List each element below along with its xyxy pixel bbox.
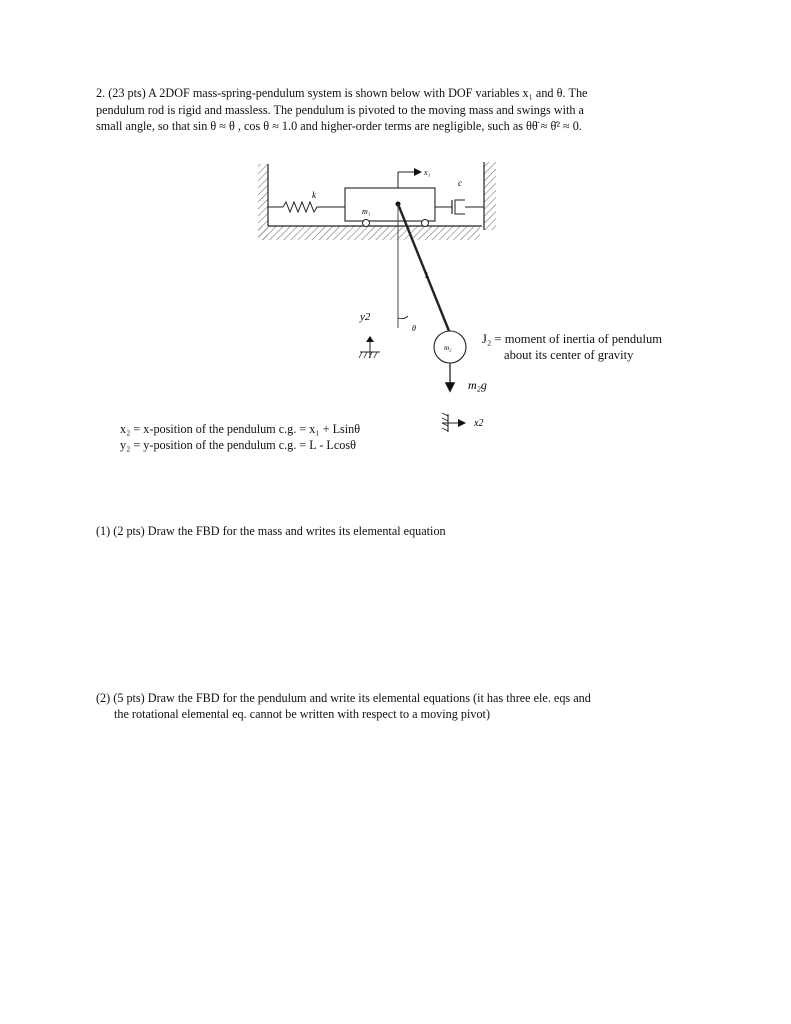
label-k: k [312,190,316,200]
j2-line-1: J₂ = moment of inertia of pendulum [482,332,663,346]
question-2-line-1: (2) (5 pts) Draw the FBD for the pendulum and write its elemental equations (it has three ele. eqs and [96,691,591,705]
y2-ground-symbol [359,336,380,358]
damper-c [435,200,484,214]
question-2 [96,690,591,722]
label-x2: x2 [474,418,484,429]
label-x1: x₁ [424,168,431,177]
x2-ground-symbol [442,413,466,432]
label-m1: m₁ [362,207,371,216]
problem-line-2: pendulum rod is rigid and massless. The pendulum is pivoted to the moving mass and swings with a [96,102,584,117]
question-2-line-2: the rotational elemental eq. cannot be written with respect to a moving pivot) [114,707,491,721]
right-wall [484,162,496,230]
def-y2: y₂ = y-position of the pendulum c.g. = L - Lcosθ [120,438,356,452]
mass-m1 [345,188,435,221]
question-1: (1) (2 pts) Draw the FBD for the mass and writes its elemental equation [96,524,446,538]
floor [258,226,480,240]
wheel-left [363,220,370,227]
j2-line-2: about its center of gravity [504,348,634,362]
wheel-right [422,220,429,227]
def-x2: x₂ = x-position of the pendulum c.g. = x₁ + Lsinθ [120,422,361,436]
problem-line-3: small angle, so that sin θ ≈ θ , cos θ ≈ 1.0 and higher-order terms are negligible, such as θθ̈ ≈ θ̇² ≈ 0. [96,119,582,133]
spring-k [268,202,345,212]
label-c: c [458,178,462,188]
label-theta: θ [412,324,416,333]
problem-line-1: 2. (23 pts) A 2DOF mass-spring-pendulum system is shown below with DOF variables x₁ and θ. The [96,86,588,100]
j2-description [482,331,662,363]
label-y2: y2 [360,311,371,323]
label-m2: m₂ [444,344,452,352]
label-m2g: m₂g [468,378,487,392]
label-L: L [425,271,430,280]
